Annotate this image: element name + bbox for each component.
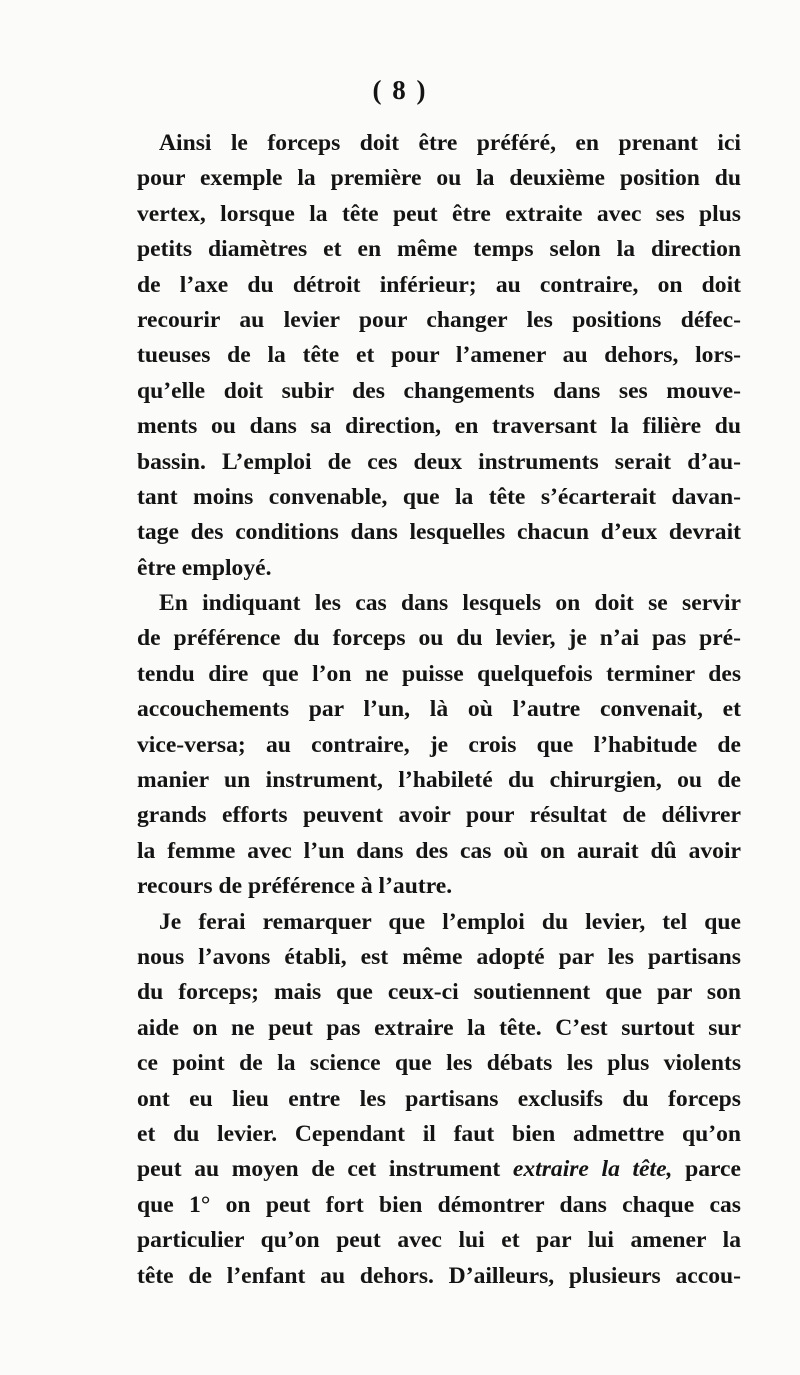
paragraph [137,586,741,905]
text-line: recours de préférence à l’autre. [137,873,453,900]
text-line: En indiquant les cas dans lesquels on doit se servir [159,590,741,617]
paragraph [137,905,741,1294]
text-line: manier un instrument, l’habileté du chirurgien, ou de [137,767,741,794]
text-line: Je ferai remarquer que l’emploi du levier, tel que [159,908,741,935]
text-line: tage des conditions dans lesquelles chacun d’eux devrait [137,519,741,546]
text-line: ce point de la science que les débats les plus violents [137,1050,741,1077]
text-segment: peut au moyen de cet instrument [137,1156,513,1183]
text-line: ments ou dans sa direction, en traversant la filière du [137,413,741,440]
text-line: la femme avec l’un dans des cas où on aurait dû avoir [137,837,741,864]
paragraph [137,126,741,586]
text-line: et du levier. Cependant il faut bien admettre qu’on [137,1120,741,1147]
text-line: vertex, lorsque la tête peut être extraite avec ses plus [137,200,741,227]
text-line: qu’elle doit subir des changements dans ses mouve- [137,377,741,404]
text-line: que 1° on peut fort bien démontrer dans chaque cas [137,1191,741,1218]
text-line: vice-versa; au contraire, je crois que l’habitude de [137,731,741,758]
text-line: particulier qu’on peut avec lui et par lui amener la [137,1227,741,1254]
text-segment: parce [672,1156,742,1183]
text-line: bassin. L’emploi de ces deux instruments serait d’au- [137,448,741,475]
text-line: de l’axe du détroit inférieur; au contraire, on doit [137,271,741,298]
text-line: petits diamètres et en même temps selon la direction [137,236,741,263]
text-line: grands efforts peuvent avoir pour résultat de délivrer [137,802,741,829]
text-line: être employé. [137,554,272,581]
text-line: tendu dire que l’on ne puisse quelquefois terminer des [137,660,741,687]
text-line: tueuses de la tête et pour l’amener au dehors, lors- [137,342,741,369]
text-line: accouchements par l’un, là où l’autre convenait, et [137,696,741,723]
text-line: recourir au levier pour changer les positions défec- [137,306,741,333]
body-text [137,126,741,1294]
text-line: de préférence du forceps ou du levier, je n’ai pas pré- [137,625,741,652]
text-line-mixed [137,1152,741,1187]
text-line: nous l’avons établi, est même adopté par les partisans [137,943,741,970]
text-line: tête de l’enfant au dehors. D’ailleurs, plusieurs accou- [137,1262,741,1289]
text-line: pour exemple la première ou la deuxième position du [137,165,741,192]
text-line: du forceps; mais que ceux-ci soutiennent que par son [137,979,741,1006]
text-line: Ainsi le forceps doit être préféré, en prenant ici [159,130,741,156]
text-line: tant moins convenable, que la tête s’écarterait davan- [137,483,741,510]
page-number: ( 8 ) [372,75,428,105]
text-line: aide on ne peut pas extraire la tête. C’est surtout sur [137,1014,741,1041]
text-line: ont eu lieu entre les partisans exclusifs du forceps [137,1085,741,1112]
italic-phrase: extraire la tête, [512,1156,673,1183]
